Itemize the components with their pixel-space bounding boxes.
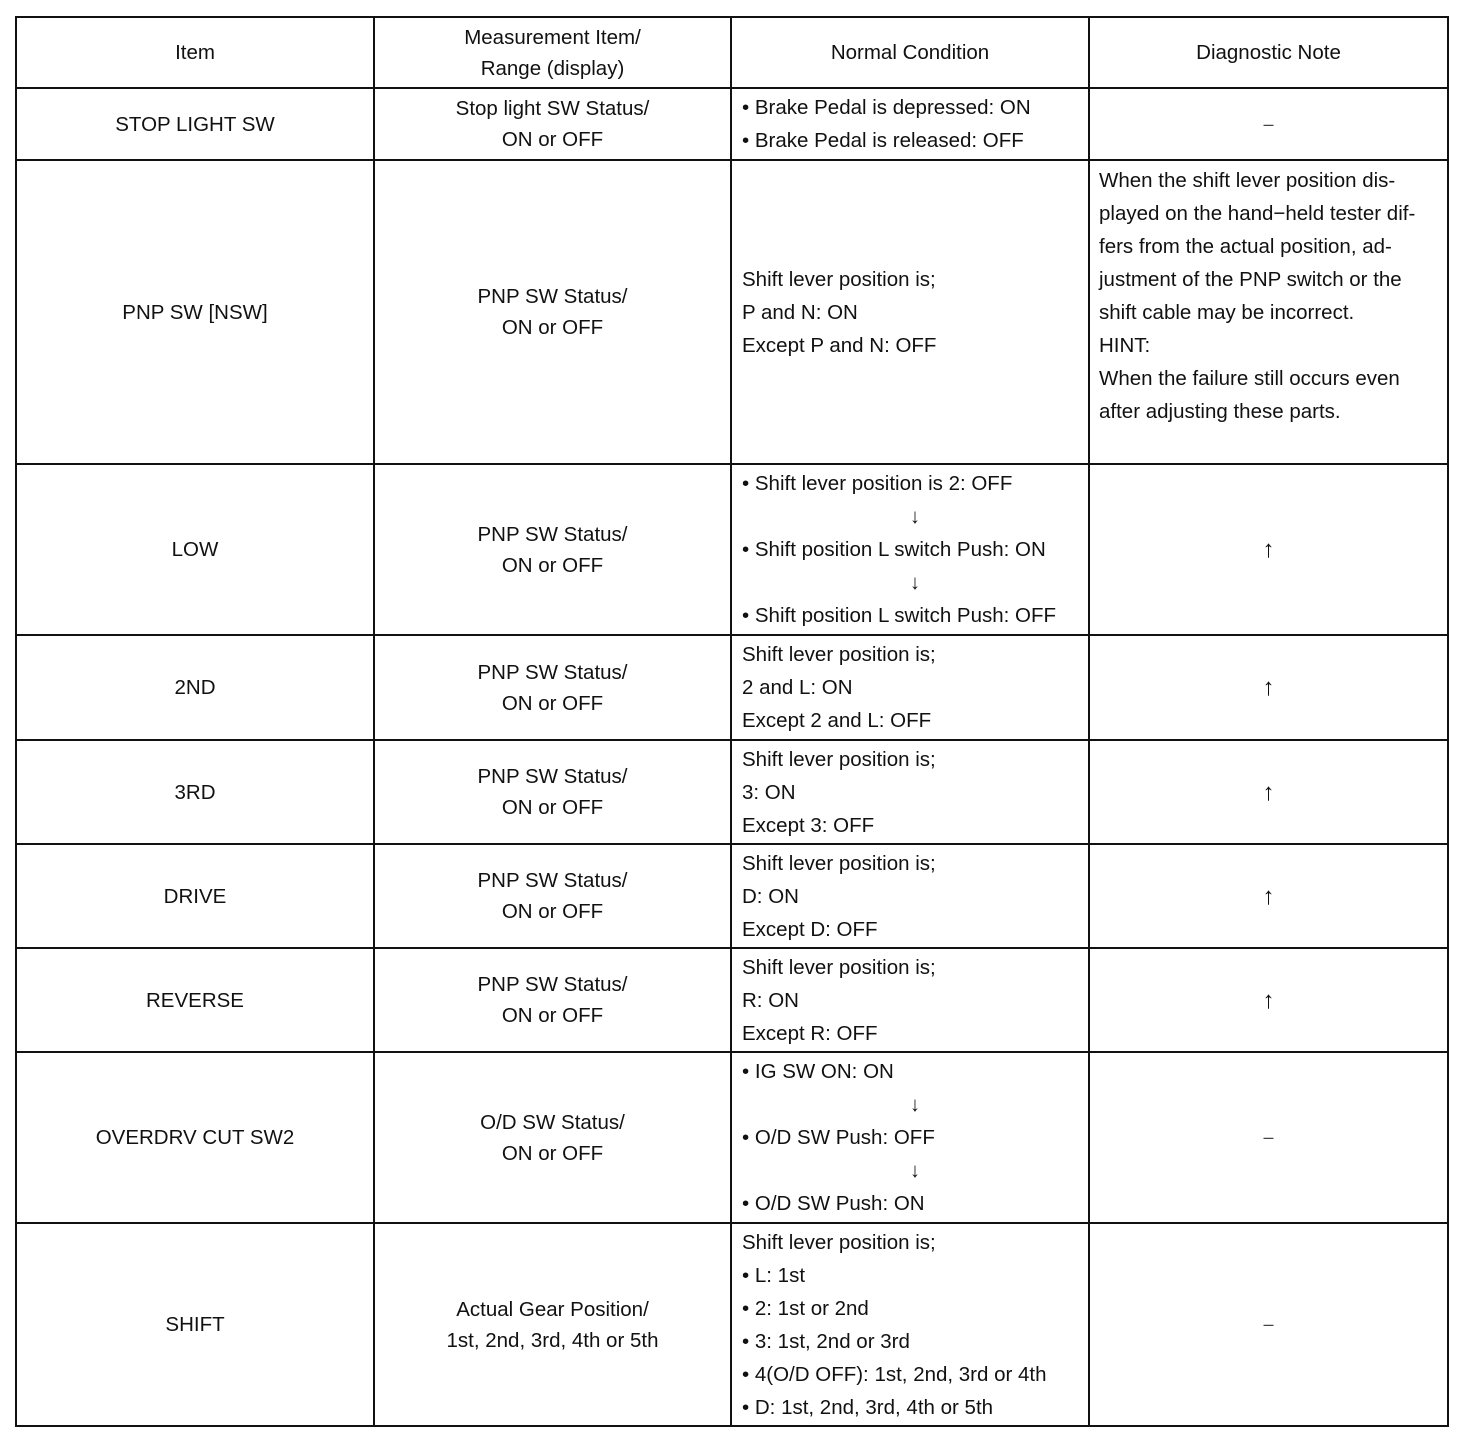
- condition-bullet-line: • 3: 1st, 2nd or 3rd: [742, 1325, 1088, 1358]
- table-row: [16, 948, 1448, 1052]
- cell-diagnostic-note-none: [1089, 1052, 1448, 1223]
- cell-normal-condition: [731, 1223, 1089, 1426]
- cell-measurement: O/D SW Status/ ON or OFF: [374, 1052, 731, 1223]
- condition-bullet-line: • Shift position L switch Push: ON: [742, 533, 1088, 566]
- up-arrow-icon: ↑: [1262, 674, 1275, 701]
- cell-normal-condition: [731, 160, 1089, 464]
- cell-measurement: Actual Gear Position/ 1st, 2nd, 3rd, 4th or 5th: [374, 1223, 731, 1426]
- condition-bullet-line: • Shift position L switch Push: OFF: [742, 599, 1088, 632]
- cell-item: OVERDRV CUT SW2: [16, 1052, 374, 1223]
- condition-bullet-line: • L: 1st: [742, 1259, 1088, 1292]
- condition-line: Except 2 and L: OFF: [742, 709, 932, 732]
- note-line: HINT:: [1099, 334, 1151, 357]
- cell-diagnostic-note-same-as-above: [1089, 740, 1448, 844]
- down-arrow-icon: ↓: [909, 1159, 921, 1182]
- cell-normal-condition: [731, 948, 1089, 1052]
- header-diagnostic-note: Diagnostic Note: [1089, 17, 1448, 88]
- cell-measurement: PNP SW Status/ ON or OFF: [374, 635, 731, 740]
- condition-bullet-line: • 4(O/D OFF): 1st, 2nd, 3rd or 4th: [742, 1358, 1088, 1391]
- condition-line: 3: ON: [742, 780, 796, 804]
- cell-measurement: PNP SW Status/ ON or OFF: [374, 844, 731, 948]
- condition-line: Shift lever position is;: [742, 747, 936, 771]
- note-line: justment of the PNP switch or the: [1099, 268, 1402, 291]
- note-line: When the failure still occurs even: [1099, 367, 1400, 390]
- cell-item: REVERSE: [16, 948, 374, 1052]
- table-row: [16, 160, 1448, 464]
- condition-bullet-line: • O/D SW Push: OFF: [742, 1121, 1088, 1154]
- note-line: played on the hand−held tester dif-: [1099, 202, 1416, 225]
- condition-line: Except 3: OFF: [742, 813, 875, 837]
- cell-normal-condition: [731, 844, 1089, 948]
- cell-diagnostic-note: [1089, 160, 1448, 464]
- up-arrow-icon: ↑: [1262, 882, 1275, 910]
- table-row: [16, 740, 1448, 844]
- cell-measurement: PNP SW Status/ ON or OFF: [374, 948, 731, 1052]
- header-item: Item: [16, 17, 374, 88]
- table-row: [16, 464, 1448, 635]
- condition-line: Shift lever position is;: [742, 643, 936, 666]
- condition-bullet-line: • 2: 1st or 2nd: [742, 1292, 1088, 1325]
- cell-measurement: PNP SW Status/ ON or OFF: [374, 464, 731, 635]
- condition-bullet-line: • O/D SW Push: ON: [742, 1187, 1088, 1220]
- condition-bullet-line: • Brake Pedal is depressed: ON: [742, 91, 1088, 124]
- condition-bullet-line: • IG SW ON: ON: [742, 1055, 1088, 1088]
- condition-bullet-line: • Brake Pedal is released: OFF: [742, 124, 1088, 157]
- table-body: [16, 88, 1448, 1426]
- cell-normal-condition: [731, 635, 1089, 740]
- dash-mark: –: [1263, 1314, 1274, 1334]
- note-line: fers from the actual position, ad-: [1099, 235, 1392, 258]
- cell-diagnostic-note-none: [1089, 1223, 1448, 1426]
- down-arrow-icon: ↓: [909, 1093, 921, 1116]
- down-arrow-icon: ↓: [909, 505, 921, 528]
- cell-normal-condition: [731, 740, 1089, 844]
- cell-item: PNP SW [NSW]: [16, 160, 374, 464]
- cell-item: 2ND: [16, 635, 374, 740]
- note-line: shift cable may be incorrect.: [1099, 301, 1355, 324]
- condition-line: Shift lever position is;: [742, 267, 936, 291]
- table-row: [16, 635, 1448, 740]
- table-row: [16, 1052, 1448, 1223]
- cell-diagnostic-note-none: [1089, 88, 1448, 160]
- condition-line: R: ON: [742, 988, 799, 1012]
- cell-item: STOP LIGHT SW: [16, 88, 374, 160]
- down-arrow-icon: ↓: [909, 571, 921, 594]
- note-line: When the shift lever position dis-: [1099, 169, 1396, 192]
- condition-line: Except P and N: OFF: [742, 333, 937, 357]
- condition-line: P and N: ON: [742, 300, 858, 324]
- cell-normal-condition: [731, 1052, 1089, 1223]
- condition-line: Shift lever position is;: [742, 1230, 936, 1254]
- condition-line: Except R: OFF: [742, 1021, 878, 1045]
- up-arrow-icon: ↑: [1262, 536, 1275, 563]
- note-line: after adjusting these parts.: [1099, 400, 1341, 423]
- cell-measurement: Stop light SW Status/ ON or OFF: [374, 88, 731, 160]
- up-arrow-icon: ↑: [1262, 778, 1275, 806]
- cell-diagnostic-note-same-as-above: [1089, 948, 1448, 1052]
- cell-normal-condition: [731, 464, 1089, 635]
- header-normal-condition: Normal Condition: [731, 17, 1089, 88]
- dash-mark: –: [1263, 113, 1274, 134]
- cell-diagnostic-note-same-as-above: [1089, 464, 1448, 635]
- cell-measurement: PNP SW Status/ ON or OFF: [374, 740, 731, 844]
- cell-diagnostic-note-same-as-above: [1089, 635, 1448, 740]
- cell-item: SHIFT: [16, 1223, 374, 1426]
- diagnostic-data-table: [15, 16, 1449, 1427]
- condition-line: Except D: OFF: [742, 917, 878, 941]
- cell-normal-condition: [731, 88, 1089, 160]
- cell-diagnostic-note-same-as-above: [1089, 844, 1448, 948]
- dash-mark: –: [1263, 1127, 1274, 1147]
- condition-line: Shift lever position is;: [742, 955, 936, 979]
- table-row: [16, 844, 1448, 948]
- cell-measurement: PNP SW Status/ ON or OFF: [374, 160, 731, 464]
- up-arrow-icon: ↑: [1262, 986, 1275, 1014]
- condition-bullet-line: • D: 1st, 2nd, 3rd, 4th or 5th: [742, 1391, 1088, 1424]
- condition-line: 2 and L: ON: [742, 676, 853, 699]
- cell-item: DRIVE: [16, 844, 374, 948]
- table-header-row: [16, 17, 1448, 88]
- cell-item: 3RD: [16, 740, 374, 844]
- condition-line: Shift lever position is;: [742, 851, 936, 875]
- header-measurement: Measurement Item/ Range (display): [374, 17, 731, 88]
- condition-line: D: ON: [742, 884, 799, 908]
- condition-bullet-line: • Shift lever position is 2: OFF: [742, 467, 1088, 500]
- cell-item: LOW: [16, 464, 374, 635]
- table-row: [16, 88, 1448, 160]
- table-row: [16, 1223, 1448, 1426]
